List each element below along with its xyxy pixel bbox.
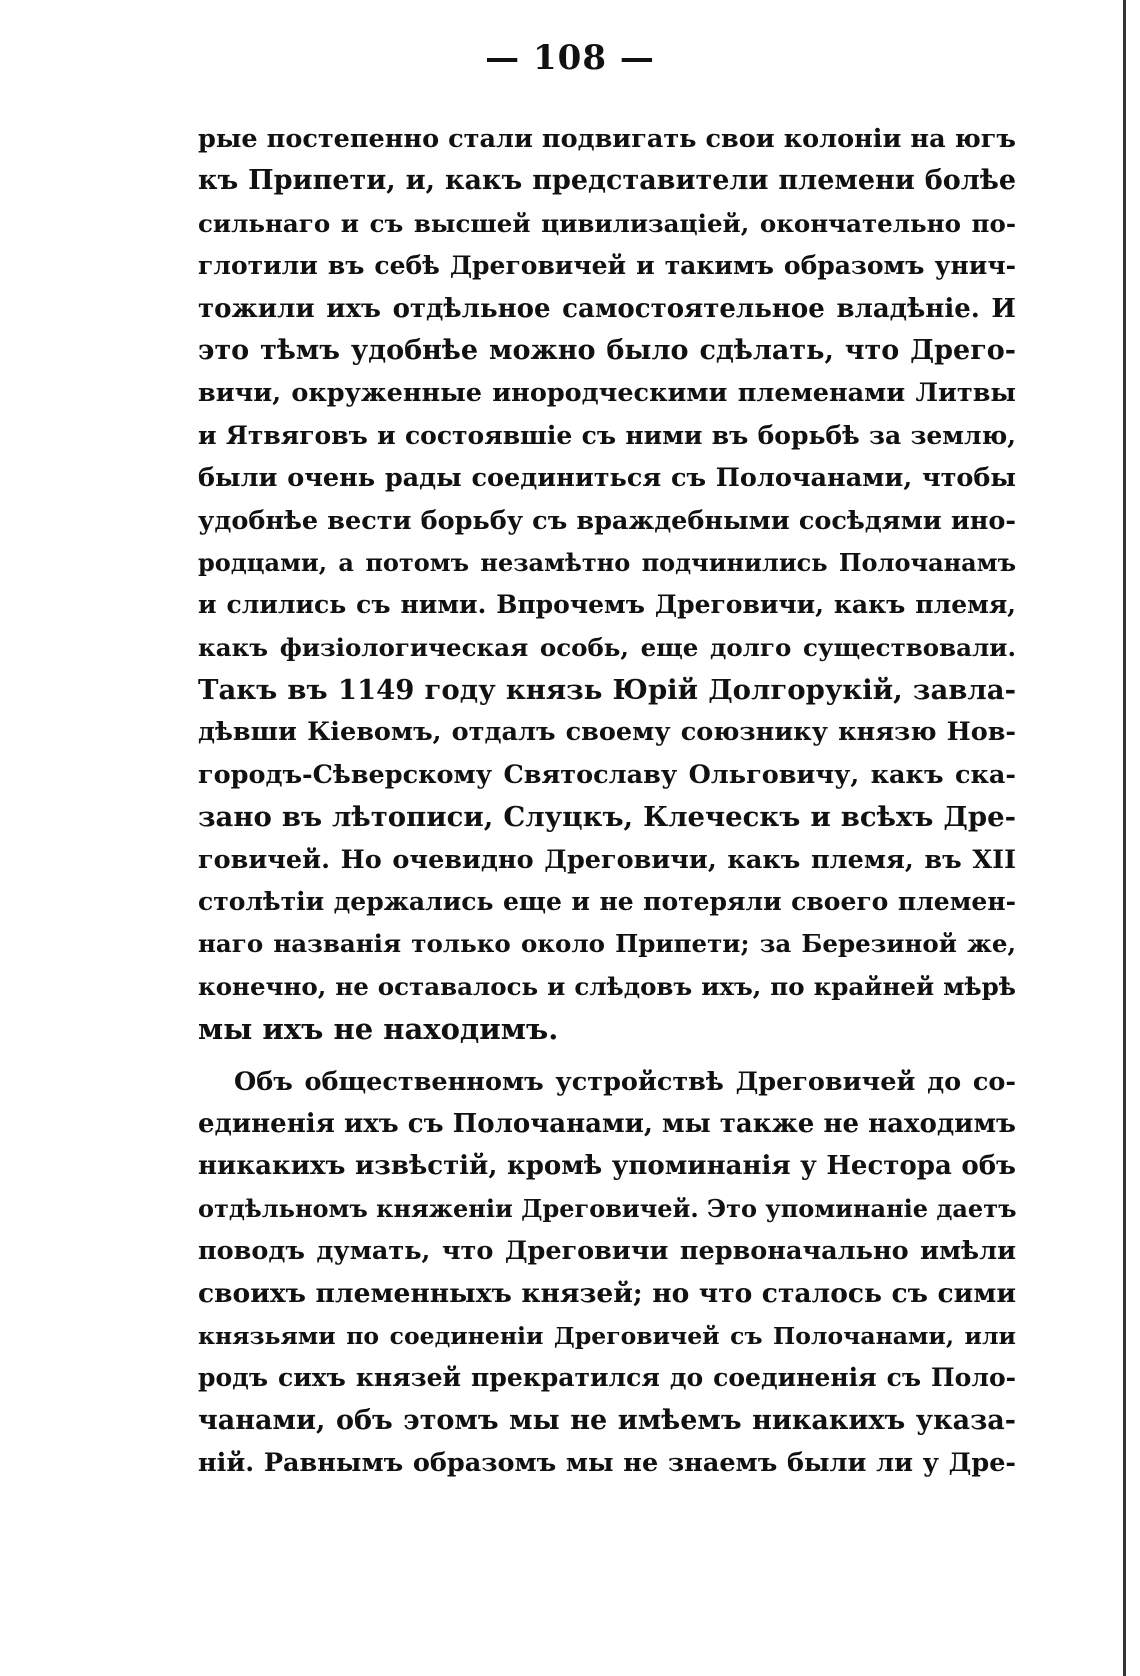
text-line: къ Припети, и, какъ представители племени болѣе	[198, 165, 1016, 197]
text-line: глотили въ себѣ Дреговичей и такимъ образомъ унич-	[198, 251, 1016, 281]
text-line: были очень рады соединиться съ Полочанами, чтобы	[198, 463, 1016, 494]
page-number: — 108 —	[485, 38, 655, 78]
text-line: родцами, а потомъ незамѣтно подчинились Полочанамъ	[198, 547, 1016, 577]
text-line: тожили ихъ отдѣльное самостоятельное владѣніе. И	[198, 293, 1016, 324]
text-line: единенія ихъ съ Полочанами, мы также не находимъ	[198, 1108, 1016, 1139]
text-line: князьями по соединеніи Дреговичей съ Полочанами, или	[198, 1321, 1016, 1350]
page-edge-line	[1123, 0, 1126, 1676]
text-line: своихъ племенныхъ князей; но что сталось съ сими	[198, 1277, 1016, 1309]
text-line: наго названія только около Припети; за Березиной же,	[198, 929, 1016, 959]
paragraph-gap	[198, 1051, 1016, 1061]
paragraph-2	[198, 1061, 1016, 1485]
text-line: никакихъ извѣстій, кромѣ упоминанія у Нестора объ	[198, 1151, 1016, 1182]
text-line: и Ятвяговъ и состоявшіе съ ними въ борьбѣ за землю,	[198, 420, 1016, 450]
text-line: говичей. Но очевидно Дреговичи, какъ племя, въ XII	[198, 844, 1016, 875]
text-line: мы ихъ не находимъ.	[198, 1012, 559, 1047]
text-line: дѣвши Кіевомъ, отдалъ своему союзнику князю Нов-	[198, 717, 1016, 748]
text-line: зано въ лѣтописи, Слуцкъ, Клеческъ и всѣхъ Дре-	[198, 801, 1016, 834]
paragraph-1	[198, 118, 1016, 1051]
text-line: столѣтіи держались еще и не потеряли своего племен-	[198, 887, 1016, 917]
text-line: удобнѣе вести борьбу съ враждебными сосѣдями ино-	[198, 505, 1016, 536]
body-text	[198, 118, 1016, 1485]
text-line: поводъ думать, что Дреговичи первоначально имѣли	[198, 1236, 1016, 1267]
text-line: какъ физіологическая особь, еще долго существовали.	[198, 632, 1016, 662]
text-line: Такъ въ 1149 году князь Юрій Долгорукій, завла-	[198, 674, 1016, 707]
text-line: вичи, окруженные инородческими племенами Литвы	[198, 378, 1016, 409]
text-line: городъ-Сѣверскому Святославу Ольговичу, какъ ска-	[198, 759, 1016, 790]
text-line: рые постепенно стали подвигать свои колоніи на югъ	[198, 124, 1016, 154]
text-line: отдѣльномъ княженіи Дреговичей. Это упоминаніе даетъ	[198, 1193, 1016, 1223]
text-line: сильнаго и съ высшей цивилизаціей, окончательно по-	[198, 208, 1016, 238]
text-line: чанами, объ этомъ мы не имѣемъ никакихъ указа-	[198, 1404, 1016, 1436]
text-line: и слились съ ними. Впрочемъ Дреговичи, какъ племя,	[198, 590, 1016, 620]
text-line: Объ общественномъ устройствѣ Дреговичей до со-	[234, 1066, 1016, 1097]
text-line: конечно, не оставалось и слѣдовъ ихъ, по крайней мѣрѣ	[198, 971, 1016, 1001]
text-line: родъ сихъ князей прекратился до соединенія съ Поло-	[198, 1363, 1016, 1393]
text-line: это тѣмъ удобнѣе можно было сдѣлать, что Дрего-	[198, 334, 1016, 366]
text-line: ній. Равнымъ образомъ мы не знаемъ были ли у Дре-	[198, 1448, 1016, 1479]
